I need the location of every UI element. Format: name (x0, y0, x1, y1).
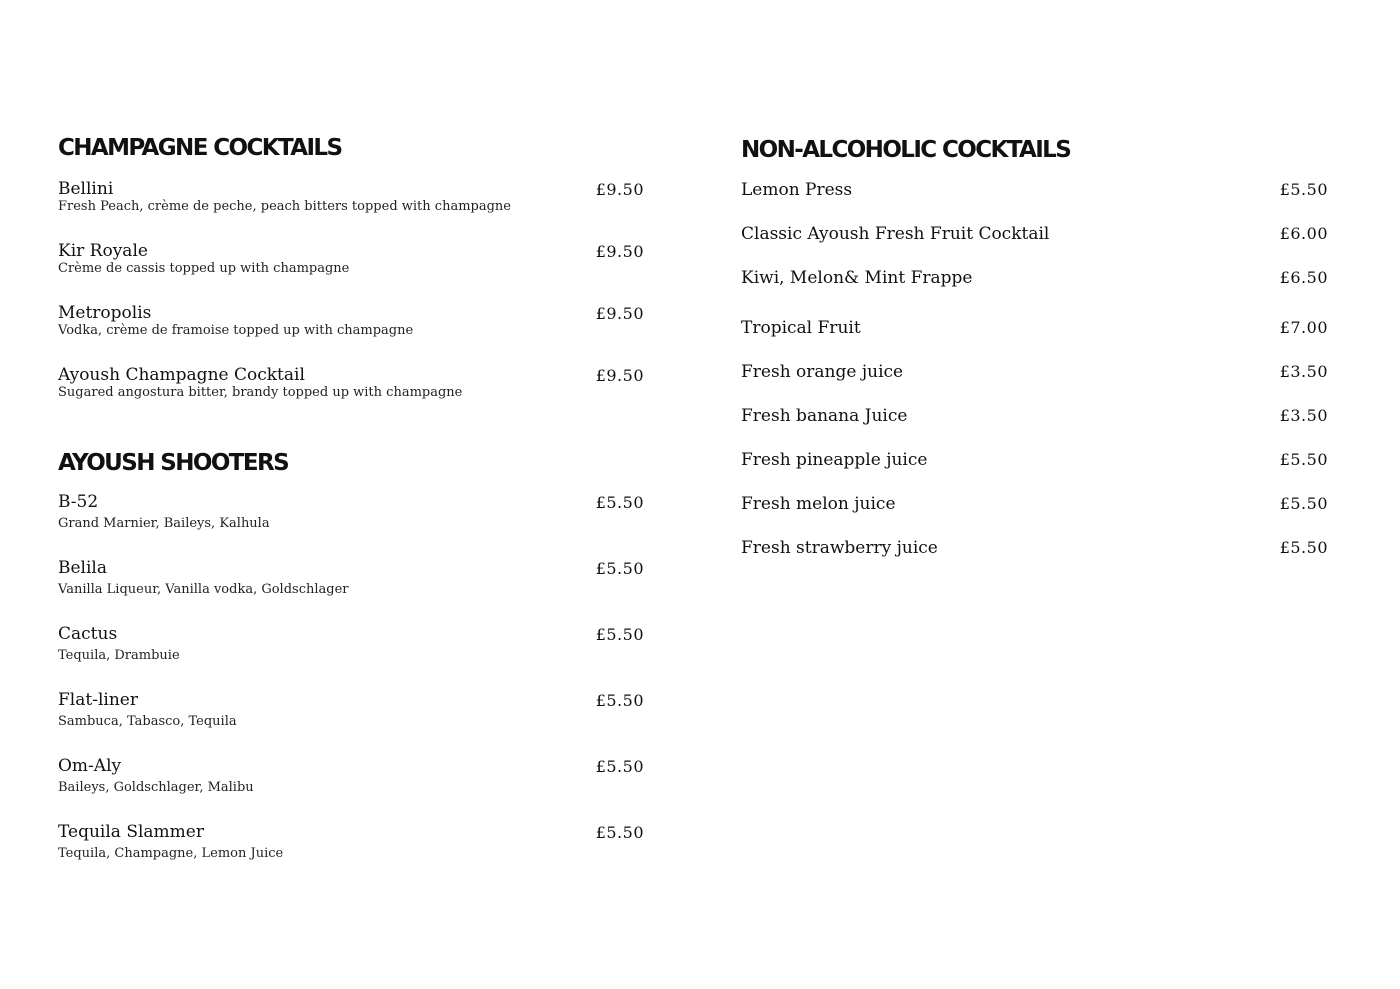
item-name: Metropolis (58, 303, 152, 323)
item-price: £5.50 (1279, 450, 1328, 469)
item-price: £6.00 (1279, 224, 1328, 243)
item-description: Tequila, Champagne, Lemon Juice (58, 846, 284, 861)
menu-item (741, 538, 1328, 582)
menu-item (741, 450, 1328, 494)
menu-item (58, 757, 644, 796)
item-price: £9.50 (595, 180, 644, 199)
item-name: Classic Ayoush Fresh Fruit Cocktail (741, 224, 1050, 244)
menu-item (741, 180, 1328, 224)
menu-item (741, 318, 1328, 362)
item-price: £5.50 (595, 691, 644, 710)
item-name: Om-Aly (58, 756, 122, 776)
item-price: £5.50 (595, 559, 644, 578)
menu-item (58, 559, 644, 598)
menu-item (58, 823, 644, 862)
item-price: £5.50 (1279, 538, 1328, 557)
item-name: Lemon Press (741, 180, 853, 200)
champagne-cocktails-section (58, 134, 644, 401)
menu-item (741, 494, 1328, 538)
item-description: Vanilla Liqueur, Vanilla vodka, Goldschlager (58, 582, 349, 597)
section-title-champagne: CHAMPAGNE COCKTAILS (58, 135, 342, 161)
menu-item (741, 362, 1328, 406)
item-price: £9.50 (595, 304, 644, 323)
item-name: Tropical Fruit (741, 318, 861, 338)
right-column (741, 136, 1328, 582)
item-name: Kir Royale (58, 241, 148, 261)
item-price: £5.50 (595, 625, 644, 644)
menu-item (58, 180, 644, 215)
item-price: £5.50 (1279, 180, 1328, 199)
item-price: £5.50 (595, 823, 644, 842)
left-column (58, 134, 644, 889)
ayoush-shooters-section (58, 449, 644, 862)
item-name: Bellini (58, 179, 114, 199)
item-price: £5.50 (1279, 494, 1328, 513)
menu-item (58, 625, 644, 664)
item-price: £5.50 (595, 493, 644, 512)
item-name: Flat-liner (58, 690, 138, 710)
item-name: Fresh pineapple juice (741, 450, 928, 470)
item-price: £7.00 (1279, 318, 1328, 337)
section-title-shooters: AYOUSH SHOOTERS (58, 450, 289, 476)
item-price: £5.50 (595, 757, 644, 776)
menu-item (58, 366, 644, 401)
menu-item (741, 224, 1328, 268)
menu-item (58, 242, 644, 277)
item-description: Baileys, Goldschlager, Malibu (58, 780, 254, 795)
item-description: Crème de cassis topped up with champagne (58, 261, 350, 276)
item-description: Tequila, Drambuie (58, 648, 180, 663)
item-name: Fresh strawberry juice (741, 538, 938, 558)
item-name: Belila (58, 558, 107, 578)
item-name: Fresh orange juice (741, 362, 904, 382)
menu-item (741, 406, 1328, 450)
item-name: Cactus (58, 624, 118, 644)
item-description: Sambuca, Tabasco, Tequila (58, 714, 237, 729)
menu-item (741, 268, 1328, 318)
menu-item (58, 304, 644, 339)
item-name: Tequila Slammer (58, 822, 204, 842)
item-description: Grand Marnier, Baileys, Kalhula (58, 516, 270, 531)
item-description: Fresh Peach, crème de peche, peach bitters topped with champagne (58, 199, 511, 214)
item-name: Fresh banana Juice (741, 406, 908, 426)
item-price: £6.50 (1279, 268, 1328, 287)
item-name: Kiwi, Melon& Mint Frappe (741, 268, 973, 288)
item-price: £9.50 (595, 242, 644, 261)
item-name: B-52 (58, 492, 99, 512)
item-name: Ayoush Champagne Cocktail (58, 365, 305, 385)
menu-item (58, 691, 644, 730)
item-description: Sugared angostura bitter, brandy topped up with champagne (58, 385, 463, 400)
item-price: £9.50 (595, 366, 644, 385)
item-name: Fresh melon juice (741, 494, 896, 514)
item-price: £3.50 (1279, 406, 1328, 425)
menu-item (58, 493, 644, 532)
item-price: £3.50 (1279, 362, 1328, 381)
item-description: Vodka, crème de framoise topped up with champagne (58, 323, 414, 338)
section-title-non-alcoholic: NON-ALCOHOLIC COCKTAILS (741, 137, 1071, 163)
non-alcoholic-cocktails-section (741, 136, 1328, 582)
